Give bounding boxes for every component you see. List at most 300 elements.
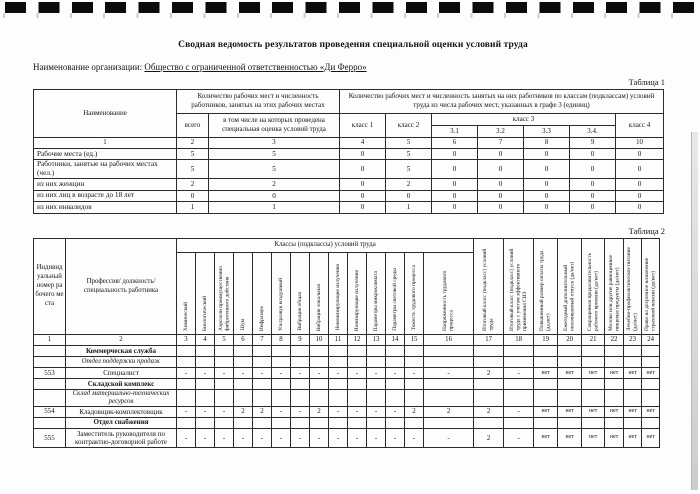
empty-cell [582, 356, 605, 367]
value-cell: 5 [386, 160, 432, 179]
empty-cell [272, 356, 291, 367]
empty-cell [329, 417, 348, 428]
t1-header-class4: класс 4 [616, 113, 664, 137]
value-cell: нет [558, 367, 582, 378]
t2-header-nonionizing: Неионизирующие излучения [329, 252, 348, 334]
t2-header-early-pension: Право на досрочное назначение страховой пенсии (да/нет) [642, 238, 660, 334]
value-cell: 0 [340, 148, 386, 160]
value-cell: 5 [209, 148, 340, 160]
column-number: 4 [196, 334, 215, 345]
value-cell: - [234, 367, 253, 378]
value-cell: 0 [570, 202, 616, 214]
value-cell: нет [534, 428, 558, 447]
subsection-row [34, 356, 660, 367]
summary-table-1 [33, 89, 664, 214]
profession-name: Заместитель руководителя по контрактно-договорной работе [66, 428, 177, 447]
workplace-number: 555 [34, 428, 66, 447]
empty-cell [582, 417, 605, 428]
empty-cell [329, 345, 348, 356]
table2-caption: Таблица 2 [628, 225, 665, 236]
value-cell: нет [642, 367, 660, 378]
value-cell: 0 [570, 160, 616, 179]
empty-cell [534, 379, 558, 390]
row-label: Рабочие места (ед.) [34, 148, 177, 160]
section-label: Отдел снабжения [66, 417, 177, 428]
empty-cell [558, 390, 582, 407]
column-number: 10 [310, 334, 329, 345]
empty-cell [215, 379, 234, 390]
empty-cell [177, 390, 196, 407]
column-number: 24 [642, 334, 660, 345]
column-number: 9 [291, 334, 310, 345]
empty-cell [348, 379, 367, 390]
value-cell: - [424, 367, 474, 378]
value-cell: нет [558, 406, 582, 417]
value-cell: 0 [386, 190, 432, 202]
empty-cell [504, 356, 534, 367]
column-number: 13 [367, 334, 386, 345]
t1-header-group-places: Количество рабочих мест и численность работников, занятых на этих рабочих местах [177, 90, 340, 114]
empty-cell [642, 345, 660, 356]
empty-cell [534, 345, 558, 356]
value-cell: 0 [340, 202, 386, 214]
column-number: 15 [405, 334, 424, 345]
t2-header-noise: Шум [234, 252, 253, 334]
t2-header-classes-group: Классы (подклассы) условий труда [177, 238, 474, 252]
row-label: из них лиц в возрасте до 18 лет [34, 190, 177, 202]
t2-header-light: Параметры световой среды [386, 252, 405, 334]
empty-cell [34, 390, 66, 407]
empty-cell [386, 390, 405, 407]
value-cell: - [177, 367, 196, 378]
empty-cell [474, 390, 504, 407]
empty-cell [253, 417, 272, 428]
t1-header-assessed: в том числе на которых проведена специальная оценка условий труда [209, 113, 340, 137]
empty-cell [405, 345, 424, 356]
empty-cell [348, 390, 367, 407]
section-row [34, 417, 660, 428]
empty-cell [624, 417, 642, 428]
empty-cell [624, 390, 642, 407]
table-row [34, 178, 664, 190]
organization-label: Наименование организации: [33, 62, 143, 72]
subsection-label: Склад материально-технических ресурсов [66, 390, 177, 407]
value-cell: - [291, 428, 310, 447]
empty-cell [386, 356, 405, 367]
value-cell: - [291, 367, 310, 378]
value-cell: 5 [386, 148, 432, 160]
value-cell: нет [642, 428, 660, 447]
data-row [34, 428, 660, 447]
t2-header-workplace-number: Индивидуальный номер рабочего места [34, 238, 66, 334]
column-number: 16 [424, 334, 474, 345]
value-cell: 0 [432, 148, 478, 160]
empty-cell [558, 417, 582, 428]
value-cell: - [196, 367, 215, 378]
value-cell: 0 [177, 190, 209, 202]
value-cell: нет [582, 428, 605, 447]
empty-cell [424, 356, 474, 367]
t2-header-infrasound: Инфразвук [253, 252, 272, 334]
empty-cell [405, 356, 424, 367]
column-number: 20 [558, 334, 582, 345]
value-cell: - [386, 367, 405, 378]
t2-header-biological: Биологический [196, 252, 215, 334]
empty-cell [474, 417, 504, 428]
value-cell: 0 [478, 178, 524, 190]
value-cell: - [367, 406, 386, 417]
value-cell: 0 [570, 190, 616, 202]
value-cell: 0 [209, 190, 340, 202]
empty-cell [291, 345, 310, 356]
empty-cell [534, 356, 558, 367]
empty-cell [234, 379, 253, 390]
empty-cell [177, 345, 196, 356]
value-cell: 0 [616, 160, 664, 179]
value-cell: - [272, 428, 291, 447]
value-cell: 0 [340, 160, 386, 179]
value-cell: - [215, 406, 234, 417]
value-cell: 1 [209, 202, 340, 214]
empty-cell [291, 356, 310, 367]
empty-cell [386, 417, 405, 428]
empty-cell [605, 390, 624, 407]
value-cell: нет [605, 428, 624, 447]
empty-cell [196, 345, 215, 356]
empty-cell [424, 417, 474, 428]
subsection-row [34, 390, 660, 407]
t2-header-vibration-general: Вибрация общая [291, 252, 310, 334]
value-cell: 0 [616, 178, 664, 190]
empty-cell [310, 356, 329, 367]
value-cell: 0 [616, 148, 664, 160]
value-cell: 0 [570, 178, 616, 190]
value-cell: - [424, 428, 474, 447]
value-cell: - [196, 406, 215, 417]
value-cell: 5 [177, 148, 209, 160]
table-row [34, 160, 664, 179]
value-cell: 2 [474, 367, 504, 378]
empty-cell [310, 345, 329, 356]
empty-cell [534, 417, 558, 428]
empty-cell [558, 379, 582, 390]
empty-cell [642, 390, 660, 407]
value-cell: 0 [616, 190, 664, 202]
empty-cell [582, 390, 605, 407]
empty-cell [215, 417, 234, 428]
value-cell: 0 [524, 160, 570, 179]
empty-cell [424, 379, 474, 390]
empty-cell [215, 356, 234, 367]
value-cell: - [329, 428, 348, 447]
value-cell: нет [534, 367, 558, 378]
t1-column-numbers-row [34, 137, 664, 148]
t1-header-class3-4: 3.4. [570, 125, 616, 137]
empty-cell [177, 417, 196, 428]
value-cell: 2 [424, 406, 474, 417]
row-label: из них женщин [34, 178, 177, 190]
t1-header-class3-1: 3.1 [432, 125, 478, 137]
value-cell: - [177, 428, 196, 447]
summary-table-2 [33, 238, 660, 448]
empty-cell [474, 356, 504, 367]
value-cell: - [504, 367, 534, 378]
column-number: 18 [504, 334, 534, 345]
empty-cell [405, 390, 424, 407]
column-number: 4 [340, 137, 386, 148]
empty-cell [253, 379, 272, 390]
value-cell: 2 [386, 178, 432, 190]
column-number: 17 [474, 334, 504, 345]
value-cell: нет [582, 406, 605, 417]
spiral-binding [5, 2, 698, 13]
value-cell: нет [624, 428, 642, 447]
column-number: 6 [432, 137, 478, 148]
value-cell: - [177, 406, 196, 417]
subsection-label: Отдел поддержки продаж [66, 356, 177, 367]
column-number: 3 [209, 137, 340, 148]
data-row [34, 367, 660, 378]
empty-cell [291, 379, 310, 390]
value-cell: 2 [234, 406, 253, 417]
column-number: 6 [234, 334, 253, 345]
empty-cell [474, 345, 504, 356]
empty-cell [272, 417, 291, 428]
value-cell: 0 [432, 202, 478, 214]
value-cell: - [310, 367, 329, 378]
row-label: из них инвалидов [34, 202, 177, 214]
empty-cell [34, 356, 66, 367]
value-cell: 2 [474, 428, 504, 447]
value-cell: 1 [386, 202, 432, 214]
value-cell: 0 [432, 178, 478, 190]
value-cell: 0 [478, 148, 524, 160]
value-cell: - [215, 367, 234, 378]
table-row [34, 148, 664, 160]
value-cell: 0 [524, 178, 570, 190]
column-number: 9 [570, 137, 616, 148]
value-cell: нет [605, 367, 624, 378]
empty-cell [605, 379, 624, 390]
empty-cell [310, 390, 329, 407]
t2-header-extra-leave: Ежегодный дополнительный оплачиваемый отпуск (да/нет) [558, 238, 582, 334]
section-label: Коммерческая служба [66, 345, 177, 356]
empty-cell [348, 356, 367, 367]
value-cell: 1 [177, 202, 209, 214]
column-number: 11 [329, 334, 348, 345]
empty-cell [348, 417, 367, 428]
empty-cell [348, 345, 367, 356]
value-cell: - [348, 428, 367, 447]
value-cell: 0 [478, 190, 524, 202]
table-row [34, 202, 664, 214]
column-number: 5 [215, 334, 234, 345]
empty-cell [177, 356, 196, 367]
empty-cell [367, 379, 386, 390]
value-cell: 0 [478, 160, 524, 179]
empty-cell [474, 379, 504, 390]
empty-cell [367, 390, 386, 407]
empty-cell [386, 345, 405, 356]
t2-header-aerosols: Аэрозоли преимущественно фиброгенного действия [215, 252, 234, 334]
column-number: 7 [253, 334, 272, 345]
empty-cell [504, 345, 534, 356]
t1-header-total: всего [177, 113, 209, 137]
empty-cell [34, 345, 66, 356]
empty-cell [642, 379, 660, 390]
empty-cell [215, 345, 234, 356]
t1-header-class1: класс 1 [340, 113, 386, 137]
value-cell: 0 [616, 202, 664, 214]
column-number: 3 [177, 334, 196, 345]
value-cell: - [215, 428, 234, 447]
column-number: 10 [616, 137, 664, 148]
empty-cell [196, 379, 215, 390]
column-number: 23 [624, 334, 642, 345]
empty-cell [582, 379, 605, 390]
empty-cell [534, 390, 558, 407]
value-cell: - [253, 367, 272, 378]
value-cell: - [329, 406, 348, 417]
value-cell: 2 [310, 406, 329, 417]
value-cell: 2 [253, 406, 272, 417]
t2-header-microclimate: Параметры микроклимата [367, 252, 386, 334]
t1-header-class3: класс 3 [432, 113, 616, 125]
value-cell: - [504, 406, 534, 417]
value-cell: 5 [177, 160, 209, 179]
empty-cell [234, 390, 253, 407]
empty-cell [424, 390, 474, 407]
empty-cell [329, 356, 348, 367]
t1-header-group-classes: Количество рабочих мест и численность занятых на них работников по классам (подклассам) условий труда из числа рабочих мест, указанных в графе 3 (единиц) [340, 90, 664, 114]
empty-cell [605, 356, 624, 367]
empty-cell [405, 379, 424, 390]
empty-cell [177, 379, 196, 390]
empty-cell [310, 417, 329, 428]
row-label: Работники, занятые на рабочих местах (чел.) [34, 160, 177, 179]
empty-cell [504, 417, 534, 428]
value-cell: 2 [209, 178, 340, 190]
value-cell: - [405, 367, 424, 378]
column-number: 21 [582, 334, 605, 345]
empty-cell [272, 345, 291, 356]
empty-cell [386, 379, 405, 390]
scan-edge-artifact [691, 132, 698, 490]
section-row [34, 345, 660, 356]
value-cell: 0 [524, 190, 570, 202]
value-cell: - [348, 367, 367, 378]
empty-cell [504, 379, 534, 390]
t2-header-intensity: Напряженность трудового процесса [424, 252, 474, 334]
t2-header-vibration-local: Вибрация локальная [310, 252, 329, 334]
value-cell: 0 [478, 202, 524, 214]
empty-cell [253, 345, 272, 356]
empty-cell [196, 356, 215, 367]
empty-cell [624, 345, 642, 356]
empty-cell [234, 356, 253, 367]
empty-cell [291, 417, 310, 428]
empty-cell [624, 356, 642, 367]
t2-header-raised-pay: Повышенный размер оплаты труда (да,нет) [534, 238, 558, 334]
empty-cell [405, 417, 424, 428]
value-cell: 2 [177, 178, 209, 190]
t2-header-ionizing: Ионизирующие излучения [348, 252, 367, 334]
organization-name: Общество с ограниченной ответственностью «Ди Ферро» [144, 62, 367, 72]
t2-column-numbers-row [34, 334, 660, 345]
column-number: 14 [386, 334, 405, 345]
t1-header-class3-3: 3.3 [524, 125, 570, 137]
t2-header-row-1 [34, 238, 660, 252]
value-cell: - [272, 406, 291, 417]
value-cell: нет [624, 406, 642, 417]
value-cell: нет [605, 406, 624, 417]
column-number: 5 [386, 137, 432, 148]
value-cell: нет [624, 367, 642, 378]
empty-cell [367, 356, 386, 367]
empty-cell [504, 390, 534, 407]
empty-cell [34, 379, 66, 390]
document-title: Сводная ведомость результатов проведения специальной оценки условий труда [178, 40, 528, 50]
empty-cell [34, 417, 66, 428]
value-cell: нет [558, 428, 582, 447]
empty-cell [605, 345, 624, 356]
value-cell: - [253, 428, 272, 447]
empty-cell [642, 417, 660, 428]
value-cell: 0 [570, 148, 616, 160]
workplace-number: 554 [34, 406, 66, 417]
empty-cell [624, 379, 642, 390]
t2-header-profession: Профессия/ должность/ специальность работника [66, 238, 177, 334]
empty-cell [253, 390, 272, 407]
empty-cell [291, 390, 310, 407]
empty-cell [582, 345, 605, 356]
value-cell: - [348, 406, 367, 417]
column-number: 2 [177, 137, 209, 148]
value-cell: нет [642, 406, 660, 417]
value-cell: 5 [209, 160, 340, 179]
value-cell: нет [534, 406, 558, 417]
value-cell: 0 [340, 190, 386, 202]
empty-cell [272, 390, 291, 407]
value-cell: - [504, 428, 534, 447]
empty-cell [367, 417, 386, 428]
value-cell: нет [582, 367, 605, 378]
column-number: 19 [534, 334, 558, 345]
column-number: 12 [348, 334, 367, 345]
value-cell: - [272, 367, 291, 378]
t2-header-reduced-hours: Сокращенная продолжительность рабочего времени (да/нет) [582, 238, 605, 334]
value-cell: - [367, 367, 386, 378]
workplace-number: 553 [34, 367, 66, 378]
t2-header-chemical: Химический [177, 252, 196, 334]
value-cell: - [310, 428, 329, 447]
t1-header-row-1 [34, 90, 664, 114]
t1-header-class3-2: 3.2 [478, 125, 524, 137]
profession-name: Кладовщик-комплектовщик [66, 406, 177, 417]
column-number: 8 [272, 334, 291, 345]
data-row [34, 406, 660, 417]
value-cell: - [386, 406, 405, 417]
empty-cell [234, 345, 253, 356]
section-label: Складской комплекс [66, 379, 177, 390]
t2-header-therapeutic-food: Лечебно-профилактическое питание (да/нет) [624, 238, 642, 334]
column-number: 1 [34, 334, 66, 345]
empty-cell [253, 356, 272, 367]
value-cell: - [291, 406, 310, 417]
empty-cell [215, 390, 234, 407]
empty-cell [272, 379, 291, 390]
t2-header-ultrasound: Ультразвук воздушный [272, 252, 291, 334]
